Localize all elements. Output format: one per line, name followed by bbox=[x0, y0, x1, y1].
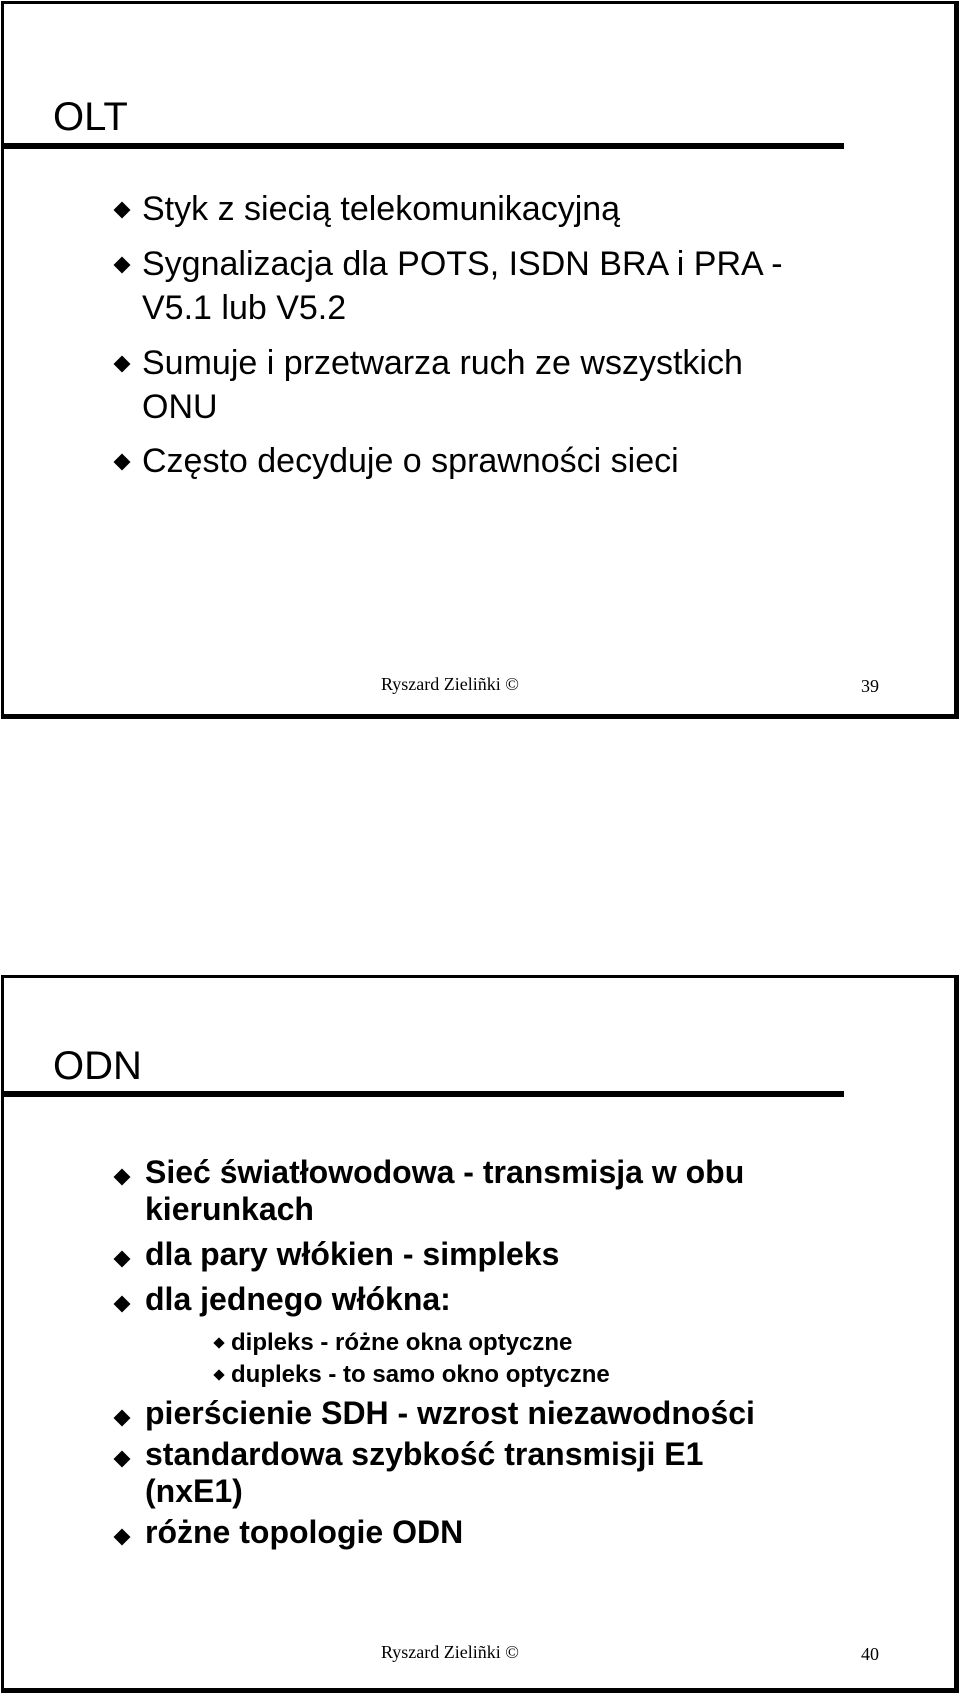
slide-title: ODN bbox=[53, 1044, 142, 1088]
bullet-text-continuation: V5.1 lub V5.2 bbox=[142, 289, 347, 327]
sub-bullet-icon bbox=[213, 1337, 224, 1348]
slide-olt bbox=[1, 1, 959, 719]
bullet-text: standardowa szybkość transmisji E1 bbox=[145, 1436, 704, 1472]
bullet-text: Sumuje i przetwarza ruch ze wszystkich bbox=[142, 344, 743, 382]
slide-title: OLT bbox=[53, 95, 128, 139]
bullet-icon bbox=[114, 454, 131, 471]
bullet-text-continuation: ONU bbox=[142, 388, 218, 426]
bullet-text-continuation: kierunkach bbox=[145, 1191, 314, 1227]
bullet-text: dla jednego włókna: bbox=[145, 1281, 451, 1317]
bullet-icon bbox=[114, 1451, 131, 1468]
title-rule bbox=[4, 1091, 844, 1097]
bullet-icon bbox=[114, 356, 131, 373]
bullet-icon bbox=[114, 202, 131, 219]
bullet-icon bbox=[114, 1410, 131, 1427]
bullet-text-continuation: (nxE1) bbox=[145, 1473, 243, 1509]
bullet-text: różne topologie ODN bbox=[145, 1514, 464, 1550]
bullet-text: Często decyduje o sprawności sieci bbox=[142, 442, 679, 480]
slide-footer-author: Ryszard Zieliñki © bbox=[381, 674, 519, 694]
bullet-text: dla pary włókien - simpleks bbox=[145, 1236, 560, 1272]
bullet-text: pierścienie SDH - wzrost niezawodności bbox=[145, 1395, 755, 1431]
bullet-text: Styk z siecią telekomunikacyjną bbox=[142, 190, 621, 228]
title-rule bbox=[4, 143, 844, 149]
sub-bullet-text: dipleks - różne okna optyczne bbox=[231, 1329, 573, 1356]
slide-page-number: 39 bbox=[861, 676, 879, 696]
bullet-icon bbox=[114, 257, 131, 274]
slide-page-number: 40 bbox=[861, 1644, 879, 1664]
bullet-text: Sygnalizacja dla POTS, ISDN BRA i PRA - bbox=[142, 245, 783, 283]
bullet-icon bbox=[114, 1169, 131, 1186]
slide-footer-author: Ryszard Zieliñki © bbox=[381, 1642, 519, 1662]
bullet-icon bbox=[114, 1296, 131, 1313]
bullet-icon bbox=[114, 1251, 131, 1268]
sub-bullet-text: dupleks - to samo okno optyczne bbox=[231, 1361, 610, 1388]
bullet-text: Sieć światłowodowa - transmisja w obu bbox=[145, 1154, 745, 1190]
slide-odn bbox=[1, 975, 959, 1693]
bullet-icon bbox=[114, 1529, 131, 1546]
sub-bullet-icon bbox=[213, 1369, 224, 1380]
